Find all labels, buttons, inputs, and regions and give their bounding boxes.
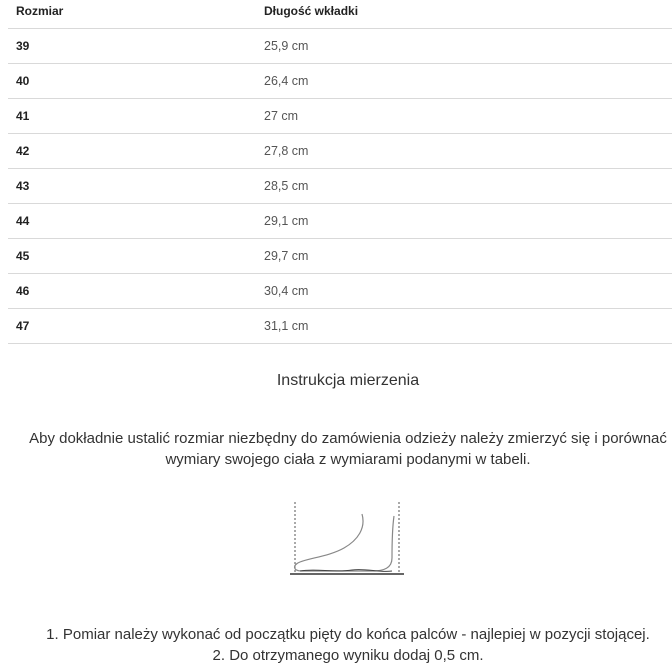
foot-measurement-icon [286,500,410,580]
row-length: 25,9 cm [256,29,672,64]
row-size: 41 [8,99,256,134]
row-size: 47 [8,309,256,344]
row-size: 40 [8,64,256,99]
row-size: 43 [8,169,256,204]
row-size: 46 [8,274,256,309]
table-row [8,29,672,64]
row-size: 42 [8,134,256,169]
table-row [8,204,672,239]
table-row [8,274,672,309]
table-row [8,64,672,99]
table-row [8,134,672,169]
row-length: 31,1 cm [256,309,672,344]
header-size: Rozmiar [8,0,256,29]
row-length: 27,8 cm [256,134,672,169]
header-length: Długość wkładki [256,0,672,29]
row-length: 28,5 cm [256,169,672,204]
instructions-description: Aby dokładnie ustalić rozmiar niezbędny do zamówienia odzieży należy zmierzyć się i porównać wymiary swojego ciała z wymiarami podanymi w tabeli. [29,430,667,468]
table-header-row [8,0,672,29]
table-row [8,169,672,204]
table-row [8,99,672,134]
table-row [8,239,672,274]
row-length: 30,4 cm [256,274,672,309]
row-size: 44 [8,204,256,239]
row-length: 29,7 cm [256,239,672,274]
row-size: 39 [8,29,256,64]
row-length: 27 cm [256,99,672,134]
instruction-step: 1. Pomiar należy wykonać od początku pięty do końca palców - najlepiej w pozycji stojącej. [46,626,650,643]
instructions-steps [0,624,672,666]
row-size: 45 [8,239,256,274]
table-row [8,309,672,344]
row-length: 26,4 cm [256,64,672,99]
instruction-step: 2. Do otrzymanego wyniku dodaj 0,5 cm. [212,647,484,664]
size-table [8,0,672,344]
instructions-title: Instrukcja mierzenia [276,372,420,389]
row-length: 29,1 cm [256,204,672,239]
